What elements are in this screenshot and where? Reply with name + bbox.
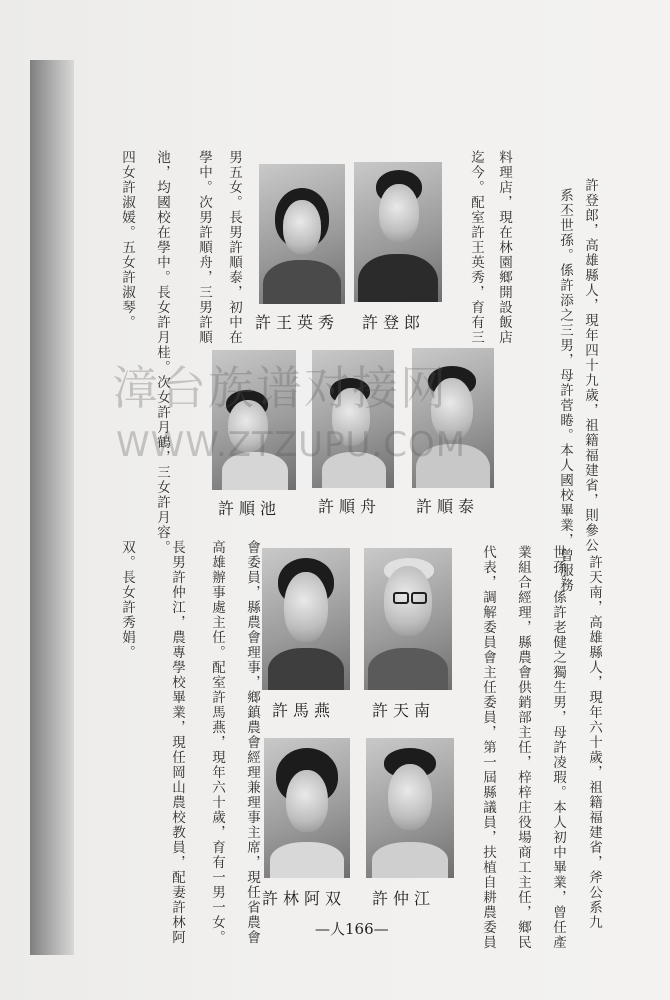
portrait-photo-xu-wangyingxiu xyxy=(259,164,345,304)
bio-text-column: 業組合經理，縣農會供銷部主任，梓梓庄役場商工主任，鄉民 xyxy=(515,545,531,950)
caption-xu-linashuang: 許林阿双 xyxy=(262,889,347,908)
portrait-photo-xu-zhongjiang xyxy=(366,738,454,878)
watermark-chinese: 漳台族谱对接网 xyxy=(112,361,448,415)
caption-xu-wangyingxiu: 許王英秀 xyxy=(255,313,340,332)
caption-xu-shuntai: 許順泰 xyxy=(416,497,480,516)
caption-xu-shunchi: 許順池 xyxy=(218,499,282,518)
caption-xu-mayan: 許馬燕 xyxy=(272,701,336,720)
bio-text-column: 許天南，高雄縣人，現年六十歲，祖籍福建省，斧公系九 xyxy=(586,555,602,930)
portrait-photo-xu-mayan xyxy=(262,548,350,690)
bio-text-column: 代表，調解委員會主任委員，第一屆縣議員，扶植自耕農委員 xyxy=(480,545,496,950)
bio-text-column: 双。長女許秀娟。 xyxy=(119,540,135,660)
portrait-photo-xu-tiannan xyxy=(364,548,452,690)
page-edge-shadow xyxy=(30,60,74,955)
bio-text-column: 高雄辦事處主任。配室許馬燕，現年六十歲，育有一男一女。 xyxy=(209,540,225,945)
caption-xu-zhongjiang: 許仲江 xyxy=(372,889,436,908)
bio-text-column: 系丕世孫。係許添之三男，母許菅睠。本人國校畢業，曾服務 xyxy=(557,188,573,593)
caption-xu-shunzhou: 許順舟 xyxy=(318,497,382,516)
page-number: —人166— xyxy=(315,920,389,938)
watermark-url: WWW.ZTZUPU.COM xyxy=(116,425,467,465)
bio-text-column: 世孫。係許老健之獨生男，母許凌瑕。本人初中畢業，曾任產 xyxy=(550,545,566,950)
bio-text-column: 許登郎，高雄縣人，現年四十九歲，祖籍福建省，則參公 xyxy=(582,178,598,553)
caption-xu-denglang: 許登郎 xyxy=(362,313,426,332)
bio-text-column: 迄今。配室許王英秀，育有三 xyxy=(468,150,484,345)
bio-text-column: 四女許淑媛。五女許淑琴。 xyxy=(119,150,135,330)
portrait-photo-xu-denglang xyxy=(354,162,442,302)
bio-text-column: 會委員，縣農會理事，鄉鎮農會經理兼理事主席，現任省農會 xyxy=(244,540,260,945)
bio-text-column: 池，均國校在學中。長女許月桂。次女許月鶴，三女許月容。 xyxy=(154,150,170,555)
bio-text-column: 學中。次男許順舟，三男許順 xyxy=(196,150,212,345)
bio-text-column: 料理店，現在林園鄉開設飯店 xyxy=(496,150,512,345)
bio-text-column: 長男許仲江，農專學校畢業，現任岡山農校教員，配妻許林阿 xyxy=(169,540,185,945)
portrait-photo-xu-linashuang xyxy=(264,738,350,878)
bio-text-column: 男五女。長男許順泰，初中在 xyxy=(226,150,242,345)
caption-xu-tiannan: 許天南 xyxy=(372,701,436,720)
